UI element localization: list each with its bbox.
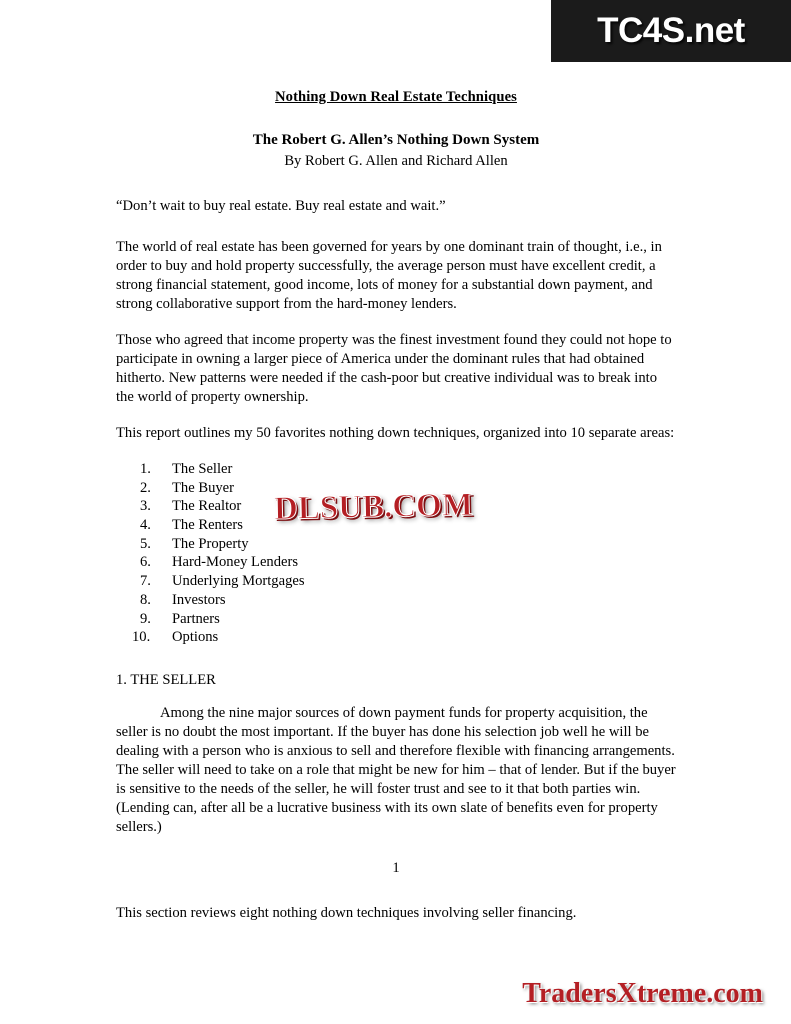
list-item-number: 1. <box>140 461 151 478</box>
list-item-number: 9. <box>140 610 151 627</box>
list-item-label: Options <box>172 629 219 646</box>
list-item <box>116 572 676 591</box>
list-item-label: Hard-Money Lenders <box>172 554 299 571</box>
list-item-label: Partners <box>172 610 220 627</box>
list-item-label: The Buyer <box>172 479 235 496</box>
list-item-number: 4. <box>140 517 151 534</box>
dlsub-stamp-watermark: DLSUB.COM <box>273 486 474 528</box>
list-item-label: The Seller <box>172 461 233 478</box>
paragraph-3: This report outlines my 50 favorites nothing down techniques, organized into 10 separate areas: <box>116 425 675 442</box>
section-body: Among the nine major sources of down payment funds for property acquisition, the seller is no doubt the most important. If the buyer has done his selection job well he will be dealing with a person who is anxious to sell and therefore flexible with financing arrangements. The seller will need to take on a role that might be new for him – that of lender. But if the buyer is sensitive to the needs of the seller, he will foster trust and see to it that both parties win. (Lending can, after all be a lucrative business with its own slate of benefits even for property sellers.) <box>116 704 676 835</box>
list-item-number: 6. <box>140 554 151 571</box>
list-item <box>116 535 676 554</box>
document-byline: By Robert G. Allen and Richard Allen <box>284 153 508 170</box>
footer-watermark: TradersXtreme.com <box>522 978 763 1009</box>
list-item-number: 3. <box>140 498 151 515</box>
paragraph-1: The world of real estate has been governed for years by one dominant train of thought, i.e., in order to buy and hold property successfully, the average person must have excellent credit, a strong financial statement, good income, lots of money for a substantial down payment, and strong collaborative support from the hard-money lenders. <box>116 239 662 313</box>
list-item-label: The Property <box>172 535 249 552</box>
list-item-label: The Renters <box>172 517 243 534</box>
list-item-number: 5. <box>140 535 151 552</box>
page-number: 1 <box>392 859 400 876</box>
list-item <box>116 553 676 572</box>
list-item-label: Underlying Mortgages <box>172 573 305 590</box>
list-item-number: 10. <box>132 629 151 646</box>
closing-line: This section reviews eight nothing down techniques involving seller financing. <box>116 904 577 921</box>
epigraph-quote: “Don’t wait to buy real estate. Buy real estate and wait.” <box>116 198 446 215</box>
corner-watermark <box>551 0 791 62</box>
list-item <box>116 591 676 610</box>
section-heading: 1. THE SELLER <box>116 671 216 688</box>
list-item-number: 2. <box>140 479 151 496</box>
list-item <box>116 610 676 629</box>
list-item-number: 8. <box>140 591 151 608</box>
list-item-label: The Realtor <box>172 498 242 515</box>
document-subtitle: The Robert G. Allen’s Nothing Down System <box>252 131 540 148</box>
page-title: Nothing Down Real Estate Techniques <box>275 89 517 105</box>
paragraph-2: Those who agreed that income property was the finest investment found they could not hope to participate in owning a larger piece of America under the dominant rules that had obtained hitherto. New patterns were needed if the cash-poor but creative individual was to break into the world of property ownership. <box>116 332 672 406</box>
list-item <box>116 628 676 647</box>
list-item-number: 7. <box>140 573 151 590</box>
list-item-label: Investors <box>172 591 226 608</box>
corner-watermark-text: TC4S.net <box>597 11 745 50</box>
list-item <box>116 460 676 479</box>
